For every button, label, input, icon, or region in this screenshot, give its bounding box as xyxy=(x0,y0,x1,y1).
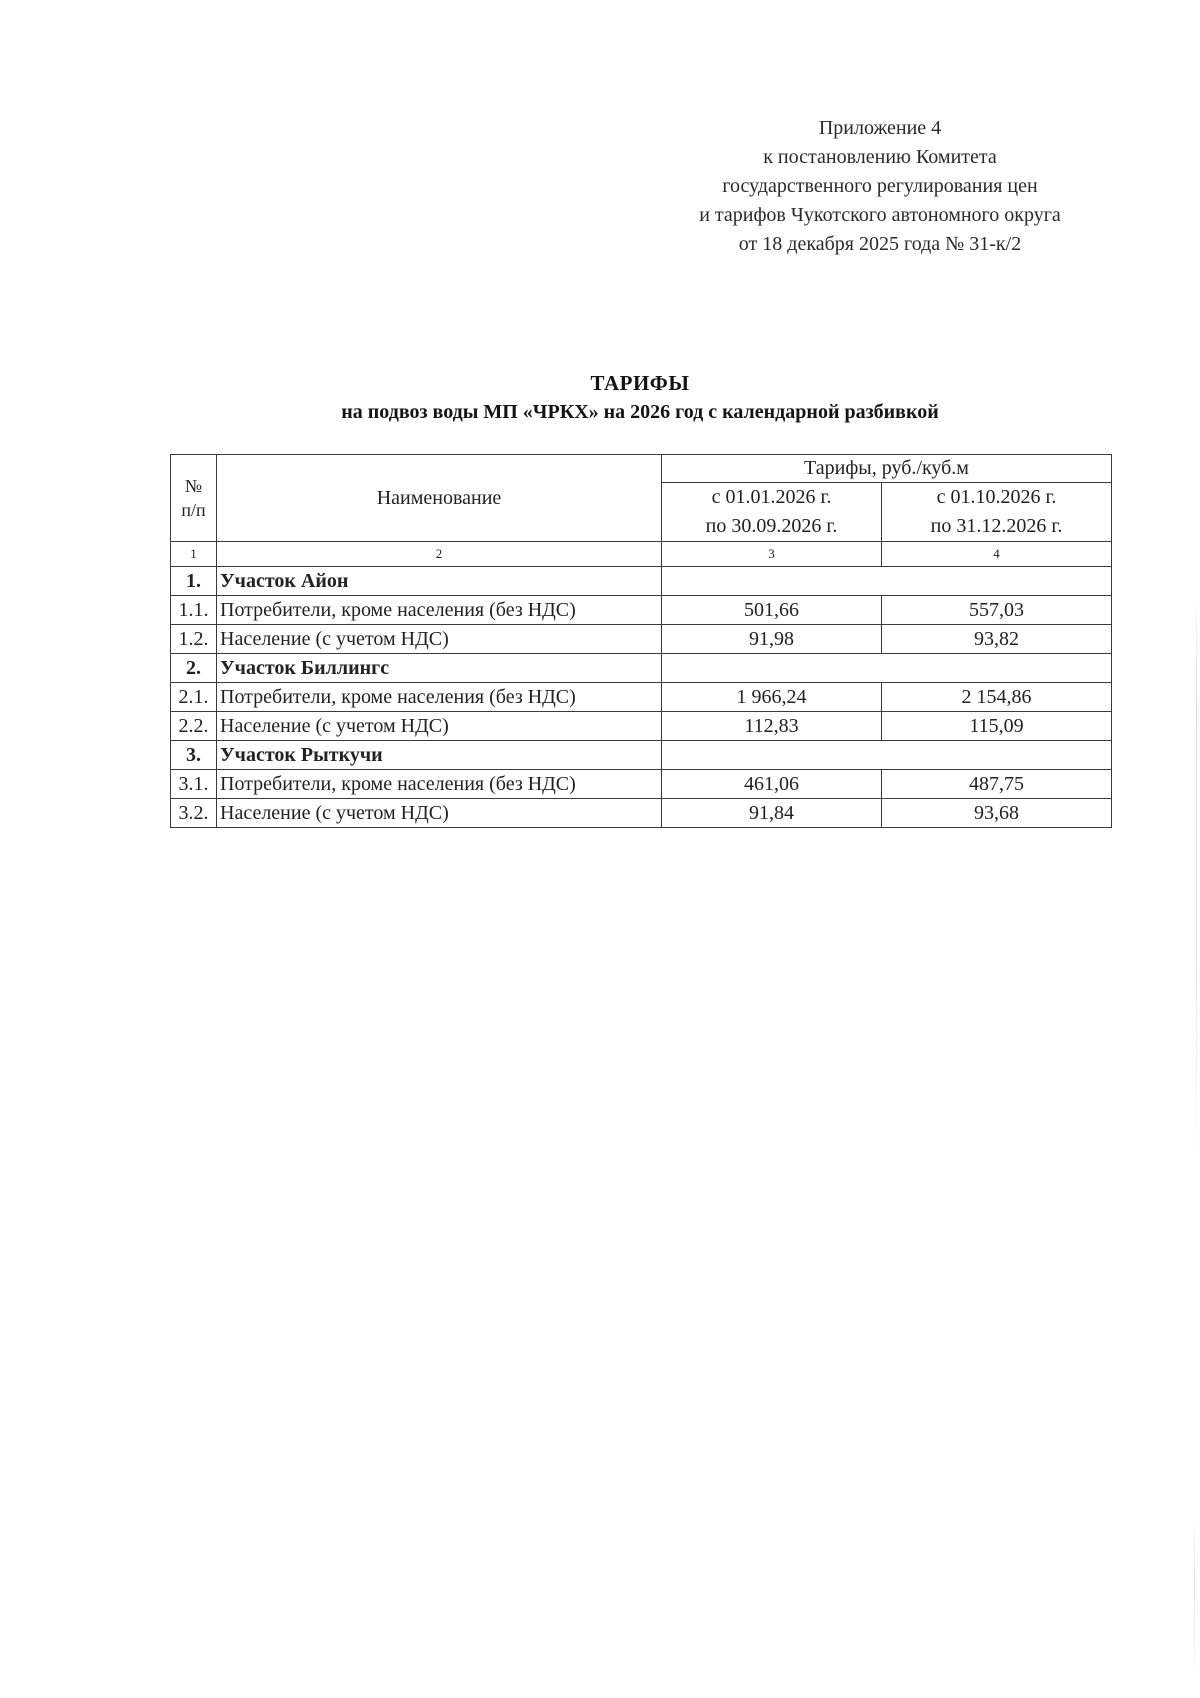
header-period-2-end: по 31.12.2026 г. xyxy=(930,515,1063,537)
section-empty-cell xyxy=(662,741,1112,770)
header-number xyxy=(171,455,217,542)
document-title xyxy=(170,368,1110,426)
row-number: 1.2. xyxy=(171,625,217,654)
header-period-1-end: по 30.09.2026 г. xyxy=(705,515,838,537)
tariff-period-2: 115,09 xyxy=(882,712,1112,741)
section-empty-cell xyxy=(662,567,1112,596)
title-main: ТАРИФЫ xyxy=(590,371,690,395)
row-name: Потребители, кроме населения (без НДС) xyxy=(217,770,662,799)
table-row xyxy=(171,625,1112,654)
section-name: Участок Айон xyxy=(217,567,662,596)
header-period-2-start: с 01.10.2026 г. xyxy=(936,486,1057,508)
title-subtitle: на подвоз воды МП «ЧРКХ» на 2026 год с календарной разбивкой xyxy=(341,401,939,423)
appendix-line: к постановлению Комитета xyxy=(763,146,997,168)
row-name: Потребители, кроме населения (без НДС) xyxy=(217,596,662,625)
appendix-line: и тарифов Чукотского автономного округа xyxy=(699,204,1061,226)
row-number: 3. xyxy=(171,741,217,770)
tariffs-table xyxy=(170,454,1112,828)
row-number: 1. xyxy=(171,567,217,596)
section-row xyxy=(171,654,1112,683)
row-number: 2.2. xyxy=(171,712,217,741)
row-name: Население (с учетом НДС) xyxy=(217,799,662,828)
row-name: Население (с учетом НДС) xyxy=(217,712,662,741)
row-name: Потребители, кроме населения (без НДС) xyxy=(217,683,662,712)
row-number: 2. xyxy=(171,654,217,683)
row-number: 3.2. xyxy=(171,799,217,828)
tariff-period-2: 487,75 xyxy=(882,770,1112,799)
column-index: 3 xyxy=(662,542,882,567)
table-row xyxy=(171,596,1112,625)
tariff-period-1: 461,06 xyxy=(662,770,882,799)
tariff-period-2: 93,68 xyxy=(882,799,1112,828)
column-index: 1 xyxy=(171,542,217,567)
header-period-1 xyxy=(662,483,882,542)
tariff-period-1: 112,83 xyxy=(662,712,882,741)
table-row xyxy=(171,799,1112,828)
appendix-line: от 18 декабря 2025 года № 31-к/2 xyxy=(738,233,1022,255)
table-row xyxy=(171,712,1112,741)
section-row xyxy=(171,741,1112,770)
tariff-period-1: 91,84 xyxy=(662,799,882,828)
row-name: Население (с учетом НДС) xyxy=(217,625,662,654)
appendix-reference xyxy=(660,114,1100,259)
section-empty-cell xyxy=(662,654,1112,683)
table-row xyxy=(171,770,1112,799)
tariff-period-2: 93,82 xyxy=(882,625,1112,654)
table-header-row xyxy=(171,455,1112,483)
header-period-2 xyxy=(882,483,1112,542)
header-period-1-start: с 01.01.2026 г. xyxy=(711,486,832,508)
row-number: 3.1. xyxy=(171,770,217,799)
header-number-symbol: № xyxy=(184,476,203,496)
section-name: Участок Биллингс xyxy=(217,654,662,683)
header-number-abbr: п/п xyxy=(181,500,206,520)
row-number: 1.1. xyxy=(171,596,217,625)
tariff-period-1: 91,98 xyxy=(662,625,882,654)
section-name: Участок Рыткучи xyxy=(217,741,662,770)
appendix-line: Приложение 4 xyxy=(818,117,942,139)
column-index-row xyxy=(171,542,1112,567)
table-row xyxy=(171,683,1112,712)
scan-edge-artifact xyxy=(1194,1520,1195,1680)
appendix-line: государственного регулирования цен xyxy=(722,175,1038,197)
header-name: Наименование xyxy=(217,455,662,542)
section-row xyxy=(171,567,1112,596)
tariff-period-1: 501,66 xyxy=(662,596,882,625)
tariff-period-2: 557,03 xyxy=(882,596,1112,625)
tariff-period-2: 2 154,86 xyxy=(882,683,1112,712)
tariff-period-1: 1 966,24 xyxy=(662,683,882,712)
header-tariffs-group: Тарифы, руб./куб.м xyxy=(662,455,1112,483)
column-index: 2 xyxy=(217,542,662,567)
column-index: 4 xyxy=(882,542,1112,567)
scan-edge-artifact xyxy=(1196,595,1197,1165)
row-number: 2.1. xyxy=(171,683,217,712)
